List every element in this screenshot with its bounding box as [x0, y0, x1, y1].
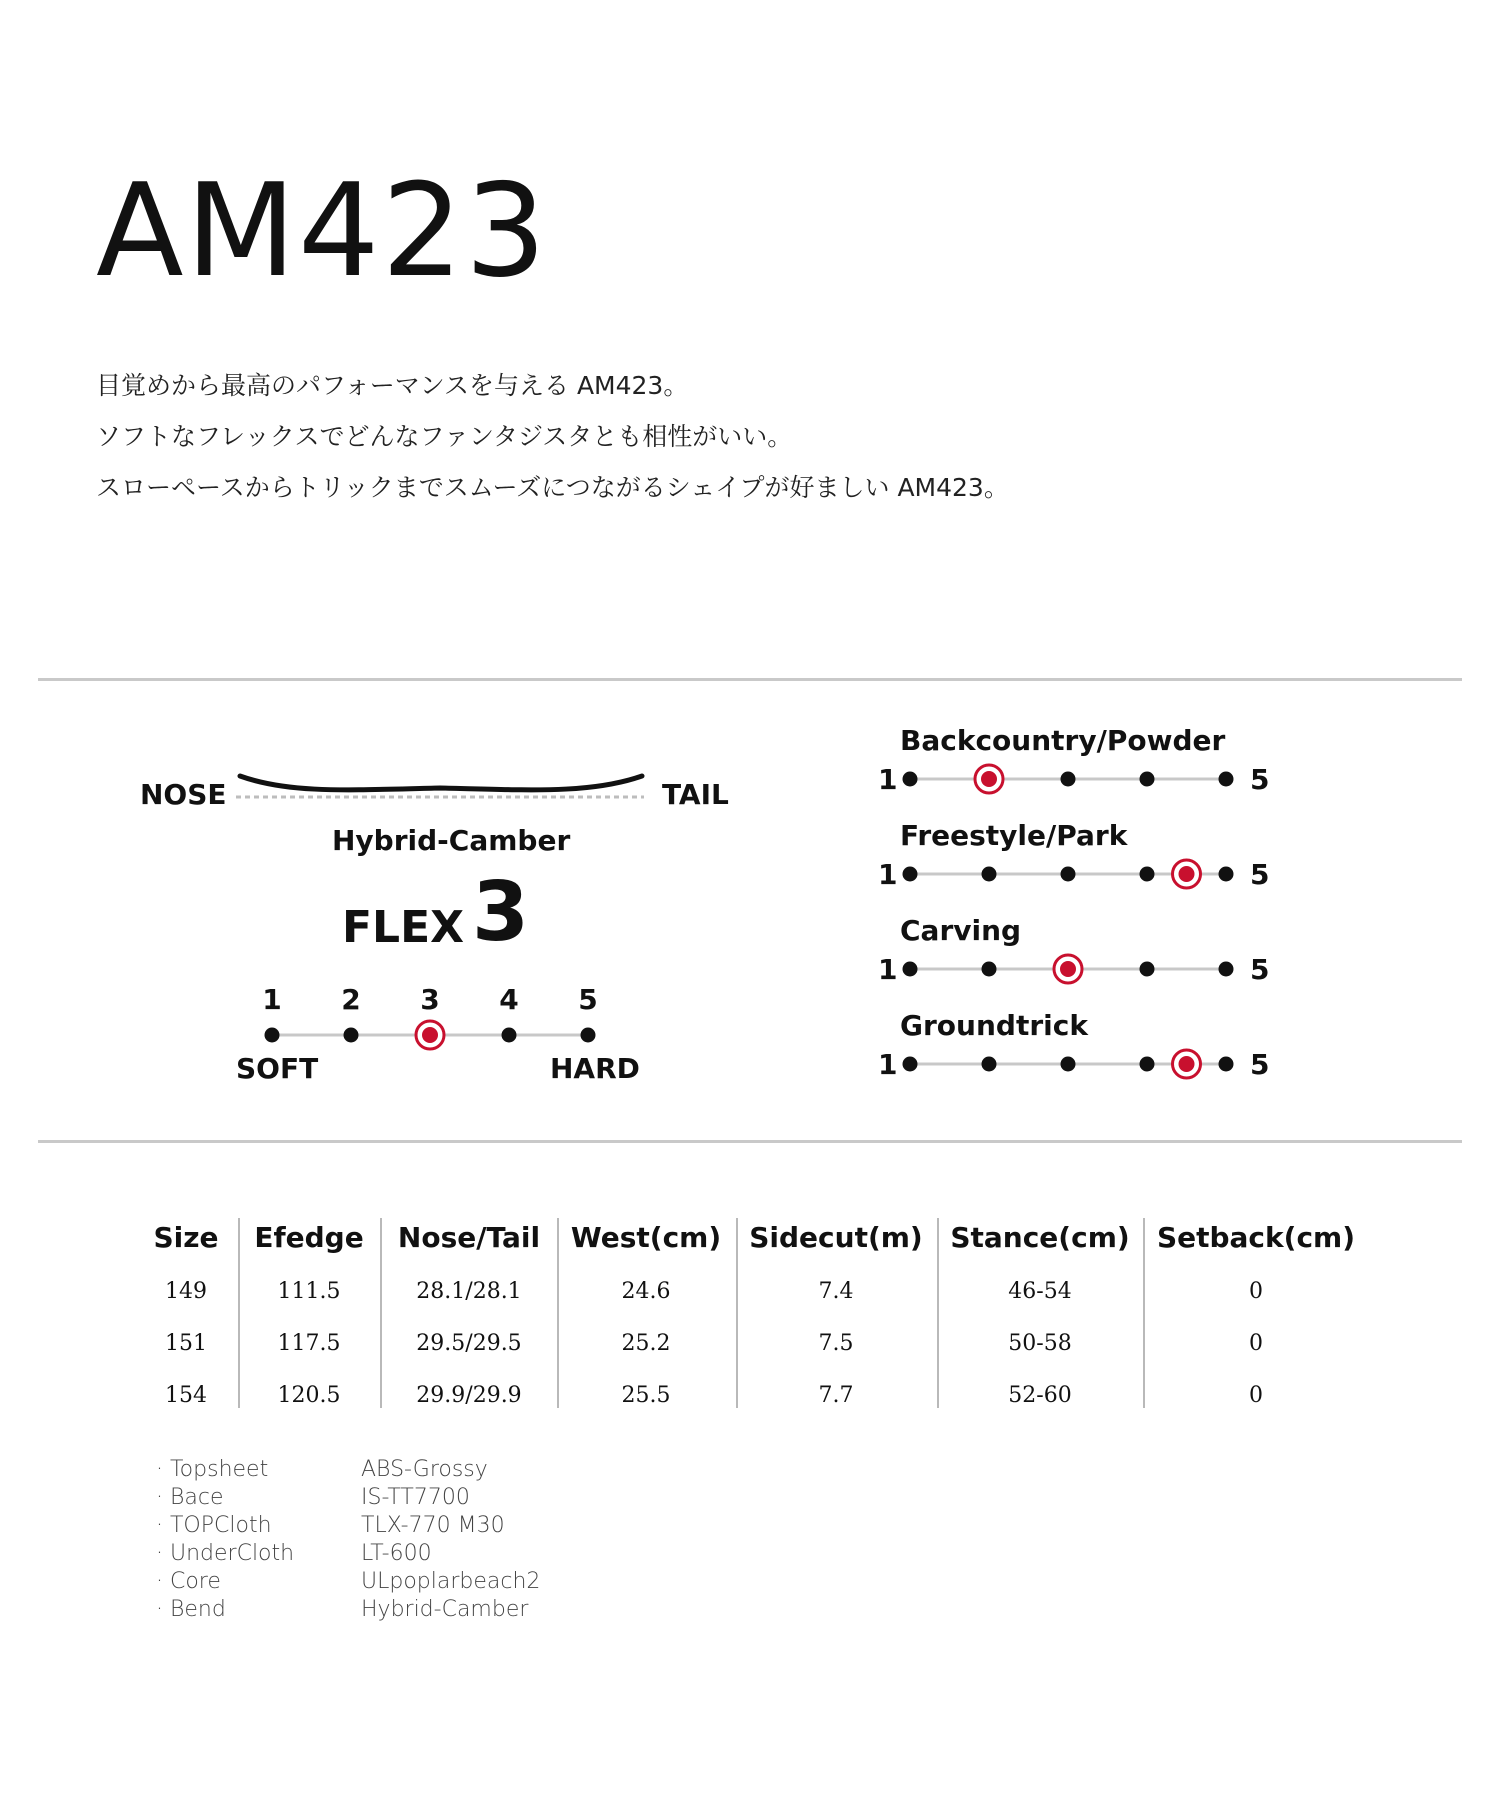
spec-cell: 29.5/29.5 [416, 1331, 522, 1356]
rating-dot [1219, 772, 1234, 787]
rating-dot [1219, 867, 1234, 882]
material-row [156, 1540, 540, 1568]
flex-scale-number: 2 [341, 983, 361, 1016]
flex-scale-number: 4 [499, 983, 519, 1016]
spec-cell: 50-58 [1008, 1331, 1072, 1356]
material-row [156, 1512, 540, 1540]
rating-dot [982, 962, 997, 977]
spec-cell: 46-54 [1008, 1279, 1072, 1304]
spec-header: Setback(cm) [1156, 1221, 1356, 1254]
spec-cell: 28.1/28.1 [416, 1279, 522, 1304]
material-value: ULpoplarbeach2 [361, 1569, 541, 1594]
rating-dot [903, 962, 918, 977]
spec-header: Size [153, 1221, 219, 1254]
spec-column [736, 1210, 936, 1422]
rating-dot [1140, 962, 1155, 977]
selected-rating-dot [1179, 866, 1195, 882]
rating-dot [903, 772, 918, 787]
rating-dot [502, 1028, 517, 1043]
product-description [96, 360, 1009, 513]
material-value: IS-TT7700 [361, 1485, 470, 1510]
rating-max-label: 5 [1250, 763, 1270, 796]
material-key: · Core [156, 1569, 221, 1594]
rating-max-label: 5 [1250, 1048, 1270, 1081]
rating-dot [1061, 867, 1076, 882]
column-separator [380, 1218, 382, 1408]
spec-header: Stance(cm) [950, 1221, 1130, 1254]
rating-name: Freestyle/Park [900, 819, 1128, 852]
flex-soft-label: SOFT [236, 1052, 319, 1085]
spec-column [369, 1210, 569, 1422]
rating-scale [860, 944, 1280, 994]
rating-max-label: 5 [1250, 858, 1270, 891]
nose-label: NOSE [140, 778, 227, 811]
camber-profile-icon [230, 762, 650, 812]
rating-min-label: 1 [878, 953, 898, 986]
material-key: · TOPCloth [156, 1513, 272, 1538]
column-separator [1143, 1218, 1145, 1408]
spec-header: West(cm) [570, 1221, 722, 1254]
spec-cell: 24.6 [621, 1279, 671, 1304]
rating-dot [1061, 1057, 1076, 1072]
rating-name: Groundtrick [900, 1009, 1088, 1042]
spec-cell: 120.5 [277, 1383, 341, 1408]
rating-dot [1140, 1057, 1155, 1072]
material-value: ABS-Grossy [361, 1457, 488, 1482]
flex-scale-number: 1 [262, 983, 282, 1016]
section-divider [38, 1140, 1462, 1143]
rating-dot [581, 1028, 596, 1043]
rating-min-label: 1 [878, 763, 898, 796]
spec-cell: 52-60 [1008, 1383, 1072, 1408]
rating-dot [903, 1057, 918, 1072]
rating-dot [982, 867, 997, 882]
spec-cell: 0 [1249, 1279, 1263, 1304]
rating-dot [1140, 772, 1155, 787]
column-separator [937, 1218, 939, 1408]
rating-min-label: 1 [878, 858, 898, 891]
rating-dot [903, 867, 918, 882]
spec-cell: 149 [165, 1279, 207, 1304]
spec-cell: 111.5 [277, 1279, 341, 1304]
material-row [156, 1596, 540, 1624]
material-row [156, 1568, 540, 1596]
rating-scale [860, 754, 1280, 804]
material-row [156, 1456, 540, 1484]
spec-cell: 25.2 [621, 1331, 671, 1356]
description-line: スローペースからトリックまでスムーズにつながるシェイプが好ましい AM423。 [96, 473, 1009, 502]
rating-max-label: 5 [1250, 953, 1270, 986]
material-value: Hybrid-Camber [361, 1597, 529, 1622]
spec-cell: 25.5 [621, 1383, 671, 1408]
rating-name: Backcountry/Powder [900, 724, 1226, 757]
flex-scale-number: 5 [578, 983, 598, 1016]
rating-dot [344, 1028, 359, 1043]
rating-scale [860, 1039, 1280, 1089]
material-row [156, 1484, 540, 1512]
description-line: ソフトなフレックスでどんなファンタジスタとも相性がいい。 [96, 422, 793, 451]
column-separator [736, 1218, 738, 1408]
column-separator [557, 1218, 559, 1408]
column-separator [238, 1218, 240, 1408]
rating-dot [982, 1057, 997, 1072]
spec-column [1156, 1210, 1356, 1422]
spec-column [940, 1210, 1140, 1422]
material-key: · Bace [156, 1485, 224, 1510]
description-line: 目覚めから最高のパフォーマンスを与える AM423。 [96, 371, 689, 400]
selected-rating-dot [1060, 961, 1076, 977]
rating-dot [1140, 867, 1155, 882]
rating-min-label: 1 [878, 1048, 898, 1081]
material-value: LT-600 [361, 1541, 432, 1566]
spec-cell: 117.5 [277, 1331, 341, 1356]
spec-cell: 0 [1249, 1331, 1263, 1356]
spec-header: Sidecut(m) [749, 1221, 923, 1254]
selected-rating-dot [981, 771, 997, 787]
materials-list [156, 1456, 540, 1624]
spec-cell: 7.7 [818, 1383, 854, 1408]
flex-scale-number: 3 [420, 983, 440, 1016]
spec-cell: 7.5 [818, 1331, 854, 1356]
flex-label: FLEX [342, 902, 465, 953]
spec-cell: 151 [165, 1331, 207, 1356]
material-value: TLX-770 M30 [361, 1513, 505, 1538]
rating-dot [265, 1028, 280, 1043]
section-divider [38, 678, 1462, 681]
spec-column [546, 1210, 746, 1422]
spec-cell: 29.9/29.9 [416, 1383, 522, 1408]
rating-name: Carving [900, 914, 1022, 947]
flex-hard-label: HARD [550, 1052, 640, 1085]
selected-rating-dot [422, 1027, 438, 1043]
flex-value: 3 [472, 865, 530, 960]
material-key: · UnderCloth [156, 1541, 295, 1566]
camber-name: Hybrid-Camber [332, 824, 571, 857]
rating-dot [1219, 962, 1234, 977]
spec-header: Nose/Tail [397, 1221, 541, 1254]
selected-rating-dot [1179, 1056, 1195, 1072]
spec-cell: 154 [165, 1383, 207, 1408]
rating-dot [1061, 772, 1076, 787]
material-key: · Topsheet [156, 1457, 269, 1482]
spec-header: Efedge [254, 1221, 364, 1254]
material-key: · Bend [156, 1597, 226, 1622]
spec-cell: 7.4 [818, 1279, 854, 1304]
rating-dot [1219, 1057, 1234, 1072]
spec-cell: 0 [1249, 1383, 1263, 1408]
tail-label: TAIL [662, 778, 729, 811]
product-title: AM423 [96, 157, 549, 306]
rating-scale [860, 849, 1280, 899]
